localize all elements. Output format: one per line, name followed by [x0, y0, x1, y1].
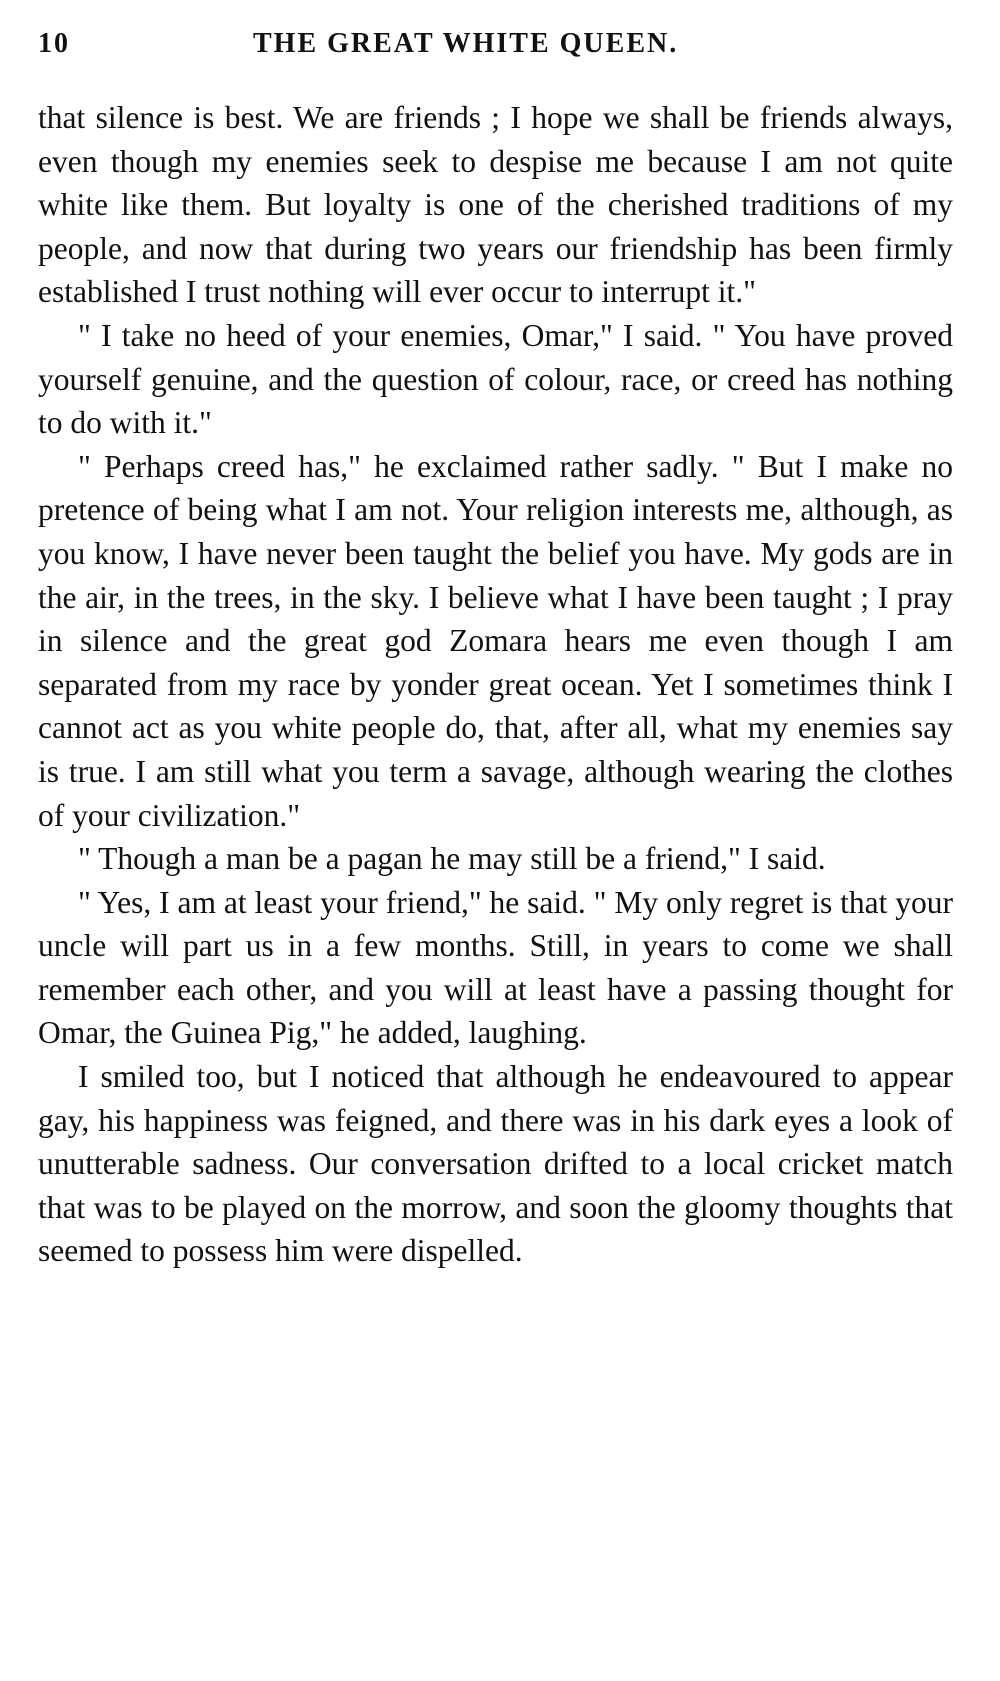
page-text [38, 96, 953, 1273]
paragraph-narration: I smiled too, but I noticed that although he endeavoured to appear gay, his happiness was feigned, and there was in his dark eyes a look of unutterable sadness. Our conversation drifted to a local cricket match that was to be played on the morrow, and soon the gloomy thoughts that seemed to possess him were dispelled. [38, 1059, 953, 1269]
paragraph-dialogue: " Perhaps creed has," he exclaimed rather sadly. " But I make no pretence of being what I am not. Your religion interests me, although, as you know, I have never been taught the belief you have. My gods are in the air, in the trees, in the sky. I believe what I have been taught ; I pray in silence and the great god Zomara hears me even though I am separated from my race by yonder great ocean. Yet I sometimes think I cannot act as you white people do, that, after all, what my enemies say is true. I am still what you term a savage, although wearing the clothes of your civilization." [38, 448, 953, 833]
paragraph-dialogue: " Though a man be a pagan he may still be a friend," I said. [78, 841, 826, 877]
paragraph-continuation: that silence is best. We are friends ; I hope we shall be friends always, even though my enemies seek to despise me because I am not quite white like them. But loyalty is one of the cherished traditions of my people, and now that during two years our friendship has been firmly established I trust nothing will ever occur to interrupt it." [38, 100, 953, 310]
book-page [38, 18, 953, 1658]
paragraph-dialogue: " I take no heed of your enemies, Omar," I said. " You have proved yourself genuine, and the question of colour, race, or creed has nothing to do with it." [38, 317, 953, 441]
paragraph-dialogue: " Yes, I am at least your friend," he said. " My only regret is that your uncle will part us in a few months. Still, in years to come we shall remember each other, and you will at least have a passing thought for Omar, the Guinea Pig," he added, laughing. [38, 884, 953, 1051]
running-title: THE GREAT WHITE QUEEN. [253, 28, 679, 59]
running-head [38, 18, 953, 68]
page-number: 10 [38, 28, 70, 59]
